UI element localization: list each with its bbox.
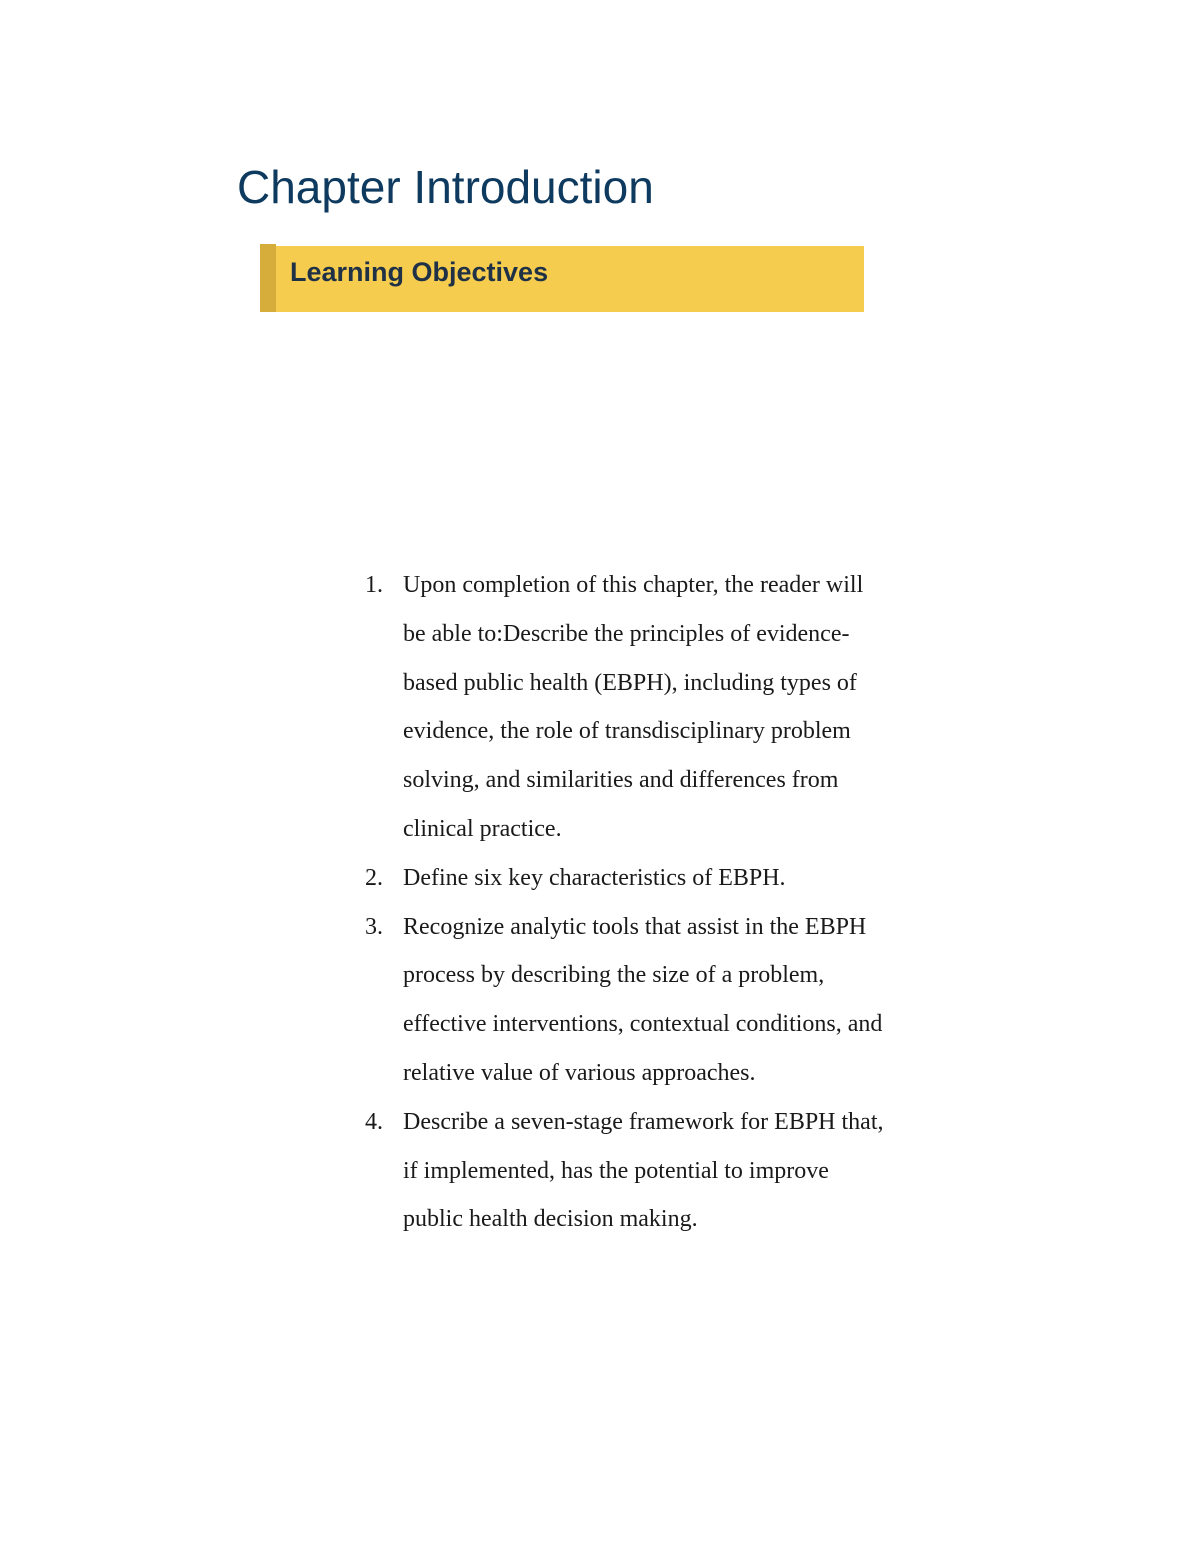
banner-title: Learning Objectives [290, 257, 549, 287]
page-title: Chapter Introduction [237, 161, 654, 213]
objective-item [365, 903, 885, 1098]
learning-objectives-banner [260, 246, 864, 312]
objective-number: 4. [365, 1108, 383, 1135]
objectives-list [365, 561, 885, 1244]
objective-number: 1. [365, 572, 383, 598]
objective-item [365, 1098, 885, 1244]
objective-number: 2. [365, 864, 383, 891]
objective-text: Describe a seven-stage framework for EBPH that, if implemented, has the potential to improve public health decision making. [403, 1108, 884, 1233]
objective-item [365, 561, 885, 854]
objective-text: Upon completion of this chapter, the reader will be able to:Describe the principles of evidence-based public health (EBPH), including types of evidence, the role of transdisciplinary problem solving, and similarities and differences from clinical practice. [403, 572, 864, 842]
objective-text: Recognize analytic tools that assist in the EBPH process by describing the size of a problem, effective interventions, contextual conditions, and relative value of various approaches. [403, 913, 883, 1086]
objective-item [365, 854, 885, 903]
objective-text: Define six key characteristics of EBPH. [403, 864, 786, 891]
banner-accent-bar [260, 244, 276, 312]
objective-number: 3. [365, 913, 383, 940]
